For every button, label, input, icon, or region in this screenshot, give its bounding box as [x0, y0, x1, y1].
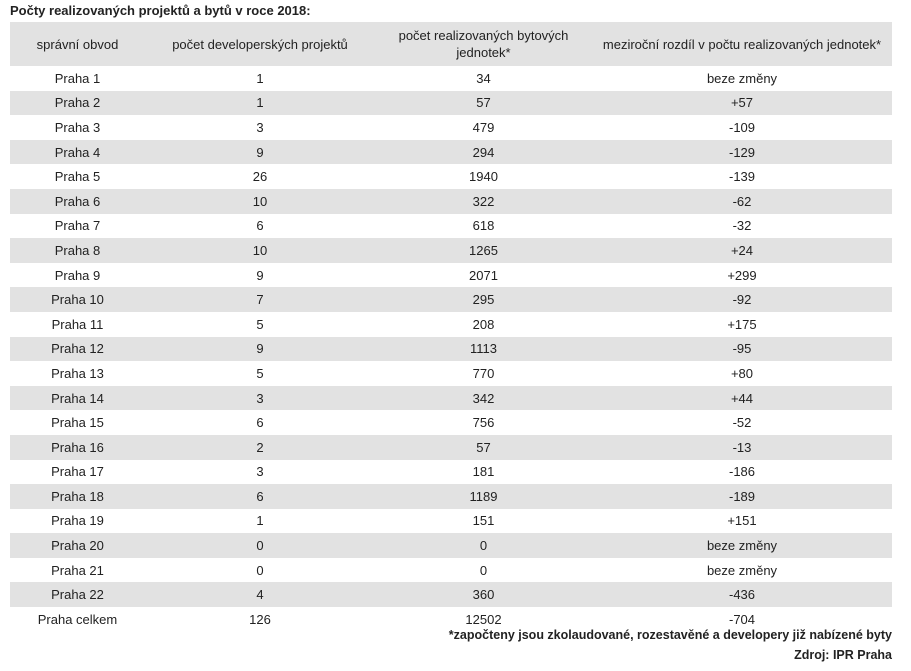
cell-projects: 10	[145, 189, 375, 214]
cell-units: 1113	[375, 337, 592, 362]
cell-projects: 6	[256, 415, 264, 431]
cell-diff: +175	[727, 316, 757, 332]
source-note: Zdroj: IPR Praha	[794, 648, 892, 662]
cell-projects: 5	[256, 316, 264, 332]
cell-district: Praha 21	[51, 562, 104, 578]
table-row	[10, 140, 892, 165]
header-projects: počet developerských projektů	[145, 22, 375, 66]
cell-units: 342	[375, 386, 592, 411]
table-row	[10, 337, 892, 362]
cell-projects: 0	[256, 562, 264, 578]
cell-projects: 7	[145, 287, 375, 312]
cell-district: Praha 1	[54, 70, 101, 86]
cell-units: 12502	[465, 611, 502, 627]
cell-units: 151	[472, 513, 495, 529]
cell-units: 0	[375, 533, 592, 558]
cell-units: 770	[472, 365, 495, 381]
cell-units: 1940	[469, 169, 498, 185]
table-row	[10, 533, 892, 558]
cell-projects: 0	[145, 533, 375, 558]
table-row	[10, 287, 892, 312]
cell-projects: 9	[145, 337, 375, 362]
cell-projects: 9	[145, 140, 375, 165]
cell-projects: 10	[145, 238, 375, 263]
table-row	[10, 435, 892, 460]
table-row	[10, 509, 892, 534]
cell-projects: 26	[252, 169, 268, 185]
cell-units: 57	[375, 435, 592, 460]
cell-units: 34	[476, 70, 491, 86]
cell-district: Praha 9	[54, 267, 101, 283]
cell-diff: -186	[728, 464, 756, 480]
cell-diff: +24	[592, 238, 892, 263]
cell-units: 294	[375, 140, 592, 165]
cell-units: 479	[472, 119, 495, 135]
projects-table	[10, 22, 892, 632]
cell-diff: +80	[730, 365, 754, 381]
cell-diff: beze změny	[706, 70, 778, 86]
cell-projects: 1	[145, 91, 375, 116]
cell-diff: -436	[592, 582, 892, 607]
header-diff: meziroční rozdíl v počtu realizovaných jednotek*	[592, 22, 892, 66]
table-body	[10, 66, 892, 632]
table-row	[10, 484, 892, 509]
table-row	[10, 66, 892, 91]
cell-district: Praha 16	[10, 435, 145, 460]
cell-diff: +57	[592, 91, 892, 116]
cell-projects: 5	[256, 365, 264, 381]
cell-district: Praha 15	[51, 415, 104, 431]
cell-projects: 9	[256, 267, 264, 283]
header-row	[10, 22, 892, 66]
table-row	[10, 312, 892, 337]
cell-projects: 6	[145, 484, 375, 509]
cell-projects: 2	[145, 435, 375, 460]
cell-district: Praha 2	[10, 91, 145, 116]
cell-units: 181	[472, 464, 495, 480]
cell-units: 2071	[469, 267, 498, 283]
cell-units: 756	[472, 415, 495, 431]
table-row	[10, 115, 892, 140]
table-row	[10, 91, 892, 116]
cell-units: 0	[479, 562, 488, 578]
header-units: počet realizovaných bytových jednotek*	[375, 22, 592, 66]
cell-units: 1265	[375, 238, 592, 263]
table-row	[10, 189, 892, 214]
table-row	[10, 410, 892, 435]
cell-units: 618	[472, 218, 495, 234]
cell-projects: 3	[145, 386, 375, 411]
cell-diff: -52	[732, 415, 752, 431]
cell-district: Praha 22	[10, 582, 145, 607]
cell-projects: 1	[256, 70, 264, 86]
table-row	[10, 582, 892, 607]
cell-diff: -92	[592, 287, 892, 312]
cell-district: Praha 5	[54, 169, 101, 185]
table-row	[10, 361, 892, 386]
cell-diff: -189	[592, 484, 892, 509]
cell-district: Praha 19	[51, 513, 104, 529]
table-row	[10, 558, 892, 583]
cell-district: Praha 20	[10, 533, 145, 558]
cell-diff: -62	[592, 189, 892, 214]
cell-projects: 6	[256, 218, 264, 234]
header-district: správní obvod	[10, 22, 145, 66]
table-row	[10, 164, 892, 189]
table-row	[10, 386, 892, 411]
cell-units: 295	[375, 287, 592, 312]
cell-diff: -704	[728, 611, 756, 627]
cell-district: Praha 14	[10, 386, 145, 411]
table-row	[10, 214, 892, 239]
cell-diff: beze změny	[592, 533, 892, 558]
cell-district: Praha 18	[10, 484, 145, 509]
cell-district: Praha 3	[54, 119, 101, 135]
cell-projects: 4	[145, 582, 375, 607]
cell-district: Praha 10	[10, 287, 145, 312]
cell-units: 57	[375, 91, 592, 116]
footnote: *započteny jsou zkolaudované, rozestavěné a developery již nabízené byty	[448, 628, 892, 642]
cell-diff: -13	[592, 435, 892, 460]
cell-district: Praha 11	[51, 316, 104, 332]
table-header	[10, 22, 892, 66]
cell-units: 1189	[375, 484, 592, 509]
cell-units: 322	[375, 189, 592, 214]
cell-diff: -139	[728, 169, 756, 185]
cell-diff: -32	[732, 218, 752, 234]
cell-district: Praha 12	[10, 337, 145, 362]
cell-projects: 3	[256, 119, 264, 135]
table-row	[10, 460, 892, 485]
cell-projects: 126	[249, 611, 271, 627]
cell-diff: beze změny	[706, 562, 778, 578]
cell-projects: 1	[256, 513, 264, 529]
cell-district: Praha 6	[10, 189, 145, 214]
cell-units: 360	[375, 582, 592, 607]
cell-district: Praha 13	[51, 365, 104, 381]
cell-diff: -109	[728, 119, 756, 135]
cell-district: Praha 4	[10, 140, 145, 165]
cell-diff: +44	[592, 386, 892, 411]
cell-projects: 3	[256, 464, 264, 480]
cell-district: Praha 17	[51, 464, 104, 480]
cell-district: Praha 7	[54, 218, 101, 234]
cell-diff: +299	[727, 267, 757, 283]
cell-diff: +151	[727, 513, 757, 529]
cell-diff: -95	[592, 337, 892, 362]
cell-diff: -129	[592, 140, 892, 165]
table-title: Počty realizovaných projektů a bytů v roce 2018:	[10, 3, 311, 18]
table-row	[10, 238, 892, 263]
table-row	[10, 263, 892, 288]
cell-district: Praha 8	[10, 238, 145, 263]
cell-units: 208	[472, 316, 495, 332]
cell-district: Praha celkem	[37, 611, 118, 627]
